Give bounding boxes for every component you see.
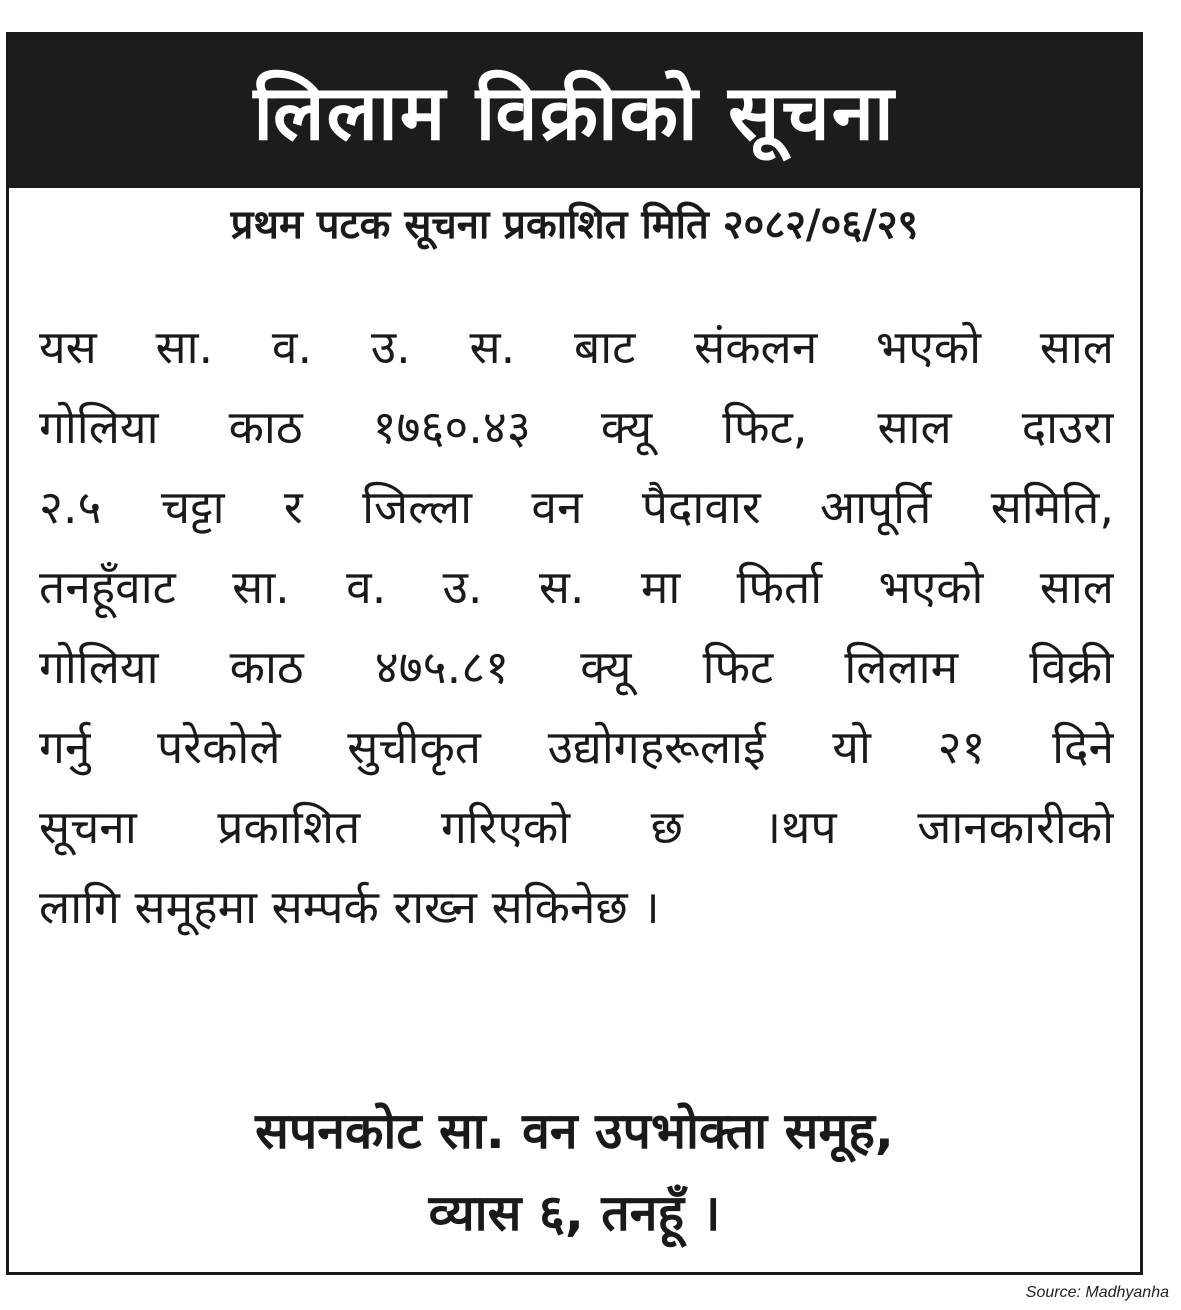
body-line: २.५ चट्टा र जिल्ला वन पैदावार आपूर्ति समिति, [39, 480, 1114, 534]
body-line: तनहूँवाट सा. व. उ. स. मा फिर्ता भएको साल [39, 560, 1114, 614]
notice-body [39, 307, 1114, 947]
issuer-signature [9, 1090, 1140, 1254]
auction-notice [6, 32, 1143, 1275]
body-line: गर्नु परेकोले सुचीकृत उद्योगहरूलाई यो २१ दिने [39, 720, 1114, 774]
publication-date-line: प्रथम पटक सूचना प्रकाशित मिति २०८२/०६/२९ [230, 202, 919, 248]
issuer-address: व्यास ६, तनहूँ । [428, 1184, 721, 1242]
body-line: सूचना प्रकाशित गरिएको छ ।थप जानकारीको [39, 800, 1114, 854]
body-line: यस सा. व. उ. स. बाट संकलन भएको साल [39, 320, 1114, 374]
notice-title: लिलाम विक्रीको सूचना [9, 35, 1140, 188]
body-line: गोलिया काठ ४७५.८१ क्यू फिट लिलाम विक्री [39, 640, 1114, 694]
source-credit: Source: Madhyanha [1025, 1284, 1169, 1301]
body-line: गोलिया काठ १७६०.४३ क्यू फिट, साल दाउरा [39, 400, 1114, 454]
body-line: लागि समूहमा सम्पर्क राख्न सकिनेछ । [39, 880, 660, 934]
issuer-name: सपनकोट सा. वन उपभोक्ता समूह, [255, 1102, 894, 1160]
